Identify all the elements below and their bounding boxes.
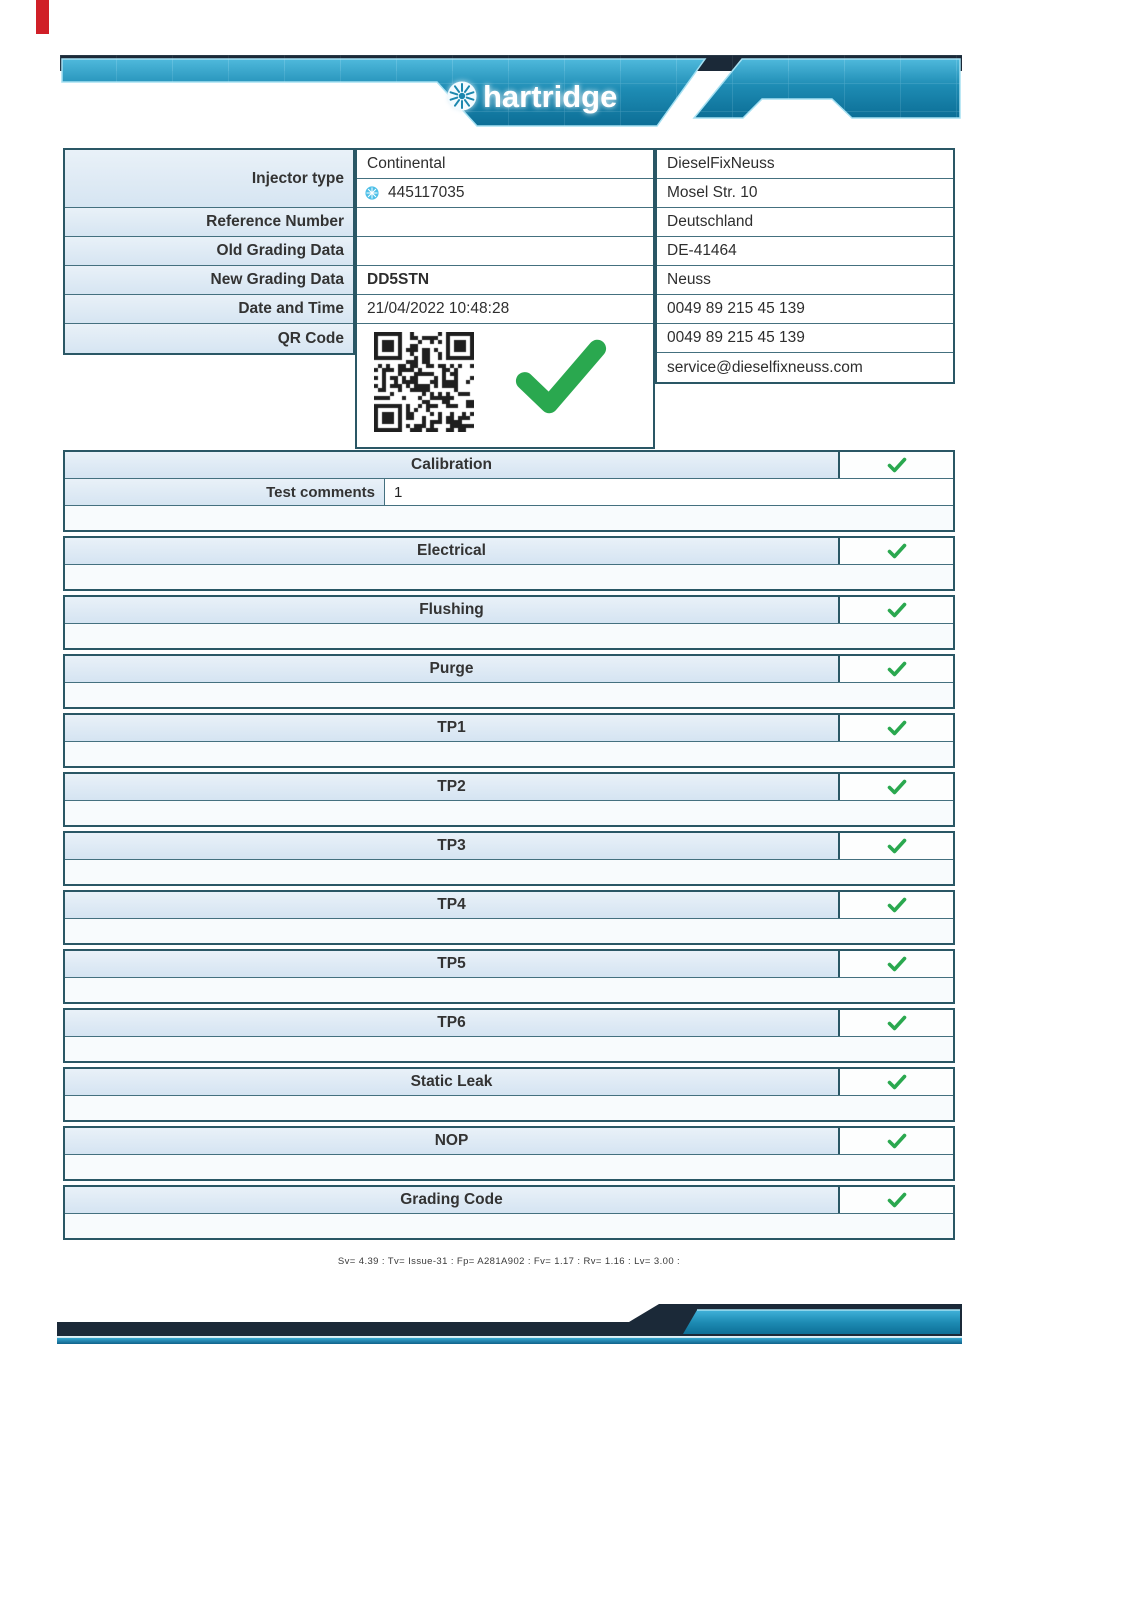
section-name: TP1	[65, 715, 838, 741]
section-name: Static Leak	[65, 1069, 838, 1095]
section-status-cell	[838, 774, 953, 800]
section-block	[63, 890, 955, 945]
section-header	[65, 774, 953, 800]
section-header	[65, 1069, 953, 1095]
empty-row	[65, 505, 953, 530]
empty-row	[65, 859, 953, 884]
reference-number-label: Reference Number	[65, 208, 353, 237]
section-status-cell	[838, 1187, 953, 1213]
section-block	[63, 713, 955, 768]
section-header	[65, 833, 953, 859]
page-edge-red-tab	[36, 0, 49, 34]
test-comments-label: Test comments	[65, 479, 385, 505]
section-name: Purge	[65, 656, 838, 682]
address-column	[655, 148, 955, 384]
address-line: Deutschland	[657, 208, 953, 237]
green-check-icon	[887, 602, 907, 618]
address-line: 0049 89 215 45 139	[657, 295, 953, 324]
bottom-banner	[57, 1298, 962, 1346]
new-grading-label: New Grading Data	[65, 266, 353, 295]
green-check-icon	[887, 956, 907, 972]
section-name: Calibration	[65, 452, 838, 478]
info-label-column	[63, 148, 355, 355]
section-status-cell	[838, 1069, 953, 1095]
section-header	[65, 656, 953, 682]
section-status-cell	[838, 715, 953, 741]
section-block	[63, 595, 955, 650]
section-header	[65, 597, 953, 623]
green-check-icon	[887, 1192, 907, 1208]
green-check-icon	[887, 779, 907, 795]
section-name: Electrical	[65, 538, 838, 564]
section-header	[65, 892, 953, 918]
section-block	[63, 1067, 955, 1122]
injector-make-value: Continental	[357, 150, 653, 179]
wheel-icon	[365, 186, 379, 200]
section-header	[65, 1010, 953, 1036]
green-check-icon	[887, 1074, 907, 1090]
section-name: NOP	[65, 1128, 838, 1154]
empty-row	[65, 1154, 953, 1179]
header-banner	[60, 55, 962, 128]
section-header	[65, 1187, 953, 1213]
new-grading-value: DD5STN	[357, 266, 653, 295]
section-blocks	[63, 450, 955, 1244]
green-check-icon	[887, 1133, 907, 1149]
section-status-cell	[838, 538, 953, 564]
section-name: TP3	[65, 833, 838, 859]
section-block	[63, 1008, 955, 1063]
section-block	[63, 1126, 955, 1181]
green-check-icon	[887, 720, 907, 736]
injector-type-label: Injector type	[65, 150, 353, 208]
empty-row	[65, 918, 953, 943]
qr-code	[374, 332, 474, 432]
empty-row	[65, 1213, 953, 1238]
old-grading-label: Old Grading Data	[65, 237, 353, 266]
empty-row	[65, 682, 953, 707]
section-block-calibration	[63, 450, 955, 532]
empty-row	[65, 741, 953, 766]
green-check-icon	[887, 661, 907, 677]
date-time-value: 21/04/2022 10:48:28	[357, 295, 653, 324]
section-status-cell	[838, 656, 953, 682]
section-name: TP2	[65, 774, 838, 800]
section-name: Grading Code	[65, 1187, 838, 1213]
green-check-icon	[887, 1015, 907, 1031]
injector-number-cell	[357, 179, 653, 208]
old-grading-value	[357, 237, 653, 266]
section-header	[65, 1128, 953, 1154]
address-line: Neuss	[657, 266, 953, 295]
qr-code-label: QR Code	[65, 324, 353, 353]
empty-row	[65, 1095, 953, 1120]
reference-number-value	[357, 208, 653, 237]
footer-version-info: Sv= 4.39 : Tv= Issue-31 : Fp= A281A902 : Fv= 1.17 : Rv= 1.16 : Lv= 3.00 :	[337, 1256, 681, 1267]
section-block	[63, 831, 955, 886]
section-block	[63, 654, 955, 709]
section-status-cell	[838, 833, 953, 859]
section-header	[65, 951, 953, 977]
test-comments-row	[65, 478, 953, 505]
section-status-cell	[838, 1010, 953, 1036]
section-block	[63, 1185, 955, 1240]
address-line: service@dieselfixneuss.com	[657, 353, 953, 382]
empty-row	[65, 800, 953, 825]
section-name: TP5	[65, 951, 838, 977]
qr-code-cell	[357, 324, 653, 447]
info-value-column	[355, 148, 655, 449]
section-name: Flushing	[65, 597, 838, 623]
bottom-blue-strip	[57, 1338, 962, 1344]
section-header	[65, 715, 953, 741]
empty-row	[65, 1036, 953, 1061]
address-line: DieselFixNeuss	[657, 150, 953, 179]
qr-check-icon	[512, 336, 610, 416]
section-name: TP6	[65, 1010, 838, 1036]
bottom-blue-band	[683, 1310, 960, 1334]
empty-row	[65, 977, 953, 1002]
green-check-icon	[887, 838, 907, 854]
address-line: 0049 89 215 45 139	[657, 324, 953, 353]
section-header	[65, 538, 953, 564]
injector-number-value: 445117035	[388, 184, 465, 201]
section-status-cell	[838, 951, 953, 977]
section-status-cell	[838, 452, 953, 478]
address-line: Mosel Str. 10	[657, 179, 953, 208]
green-check-icon	[887, 543, 907, 559]
empty-row	[65, 564, 953, 589]
test-comments-value: 1	[394, 483, 403, 501]
section-name: TP4	[65, 892, 838, 918]
section-status-cell	[838, 597, 953, 623]
address-line: DE-41464	[657, 237, 953, 266]
green-check-icon	[887, 457, 907, 473]
section-block	[63, 949, 955, 1004]
section-header	[65, 452, 953, 478]
section-status-cell	[838, 892, 953, 918]
date-time-label: Date and Time	[65, 295, 353, 324]
section-status-cell	[838, 1128, 953, 1154]
section-block	[63, 536, 955, 591]
section-block	[63, 772, 955, 827]
green-check-icon	[887, 897, 907, 913]
empty-row	[65, 623, 953, 648]
